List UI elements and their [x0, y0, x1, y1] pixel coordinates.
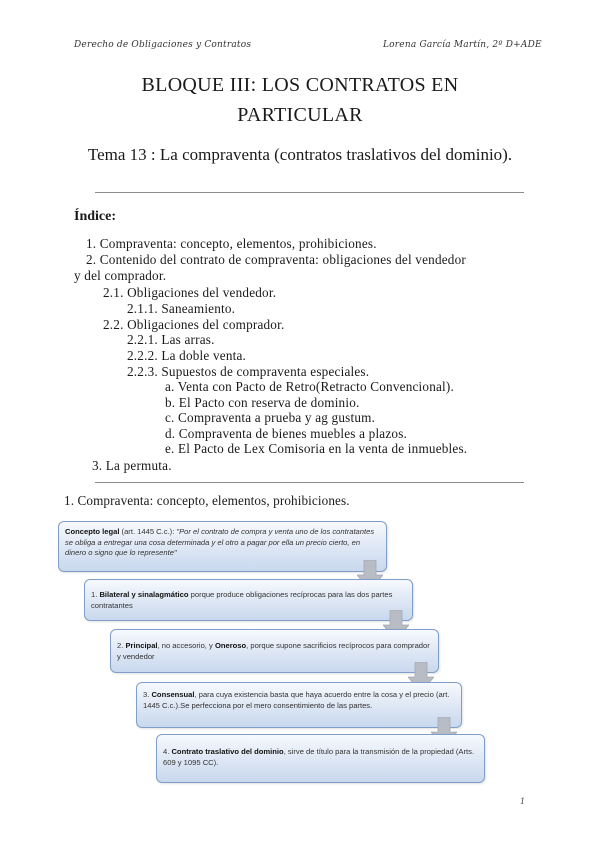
toc-item-b: b. El Pacto con reserva de dominio. — [165, 395, 360, 410]
toc-item-2: 2. Contenido del contrato de compraventa: obligaciones del vendedor — [86, 252, 466, 267]
box4-bold: Consensual — [151, 690, 195, 699]
box4-rest: , para cuya existencia basta que haya acuerdo entre la cosa y el precio (art. 1445 C.c.).Se perfecciona por el mero consentimiento de las partes. — [143, 690, 450, 710]
box3-bold2: Oneroso — [214, 641, 247, 650]
toc-item-d: d. Compraventa de bienes muebles a plazos. — [165, 426, 408, 441]
box3-num: 2. — [117, 641, 126, 650]
toc-item-2-1-1: 2.1.1. Saneamiento. — [127, 301, 236, 316]
box5-bold: Contrato traslativo del dominio — [171, 747, 284, 756]
toc-item-e: e. El Pacto de Lex Comisoria en la venta de inmuebles. — [165, 441, 468, 456]
toc-item-2-2: 2.2. Obligaciones del comprador. — [103, 317, 285, 332]
box2-bold: Bilateral y sinalagmático — [99, 590, 189, 599]
page-title-line-2: PARTICULAR — [237, 104, 363, 126]
box3-mid: , no accesorio, y — [157, 641, 215, 650]
box1-quote: "Por el contrato de compra y venta uno de los contratantes se obliga a entregar una cosa determinada y el otro a pagar por ella un precio cierto, en dinero o signo que lo represente" — [65, 527, 375, 557]
page-number: 1 — [520, 797, 526, 806]
toc-item-2-cont: y del comprador. — [74, 268, 167, 283]
box4-num: 3. — [143, 690, 152, 699]
toc-item-2-2-3: 2.2.3. Supuestos de compraventa especiales. — [127, 364, 370, 379]
section-heading: 1. Compraventa: concepto, elementos, prohibiciones. — [64, 493, 350, 508]
box5-rest: , sirve de título para la transmisión de la propiedad (Arts. 609 y 1095 CC). — [163, 747, 475, 767]
index-heading: Índice: — [74, 209, 116, 224]
divider-top — [95, 192, 524, 193]
divider-bottom — [95, 482, 524, 483]
box3-rest: , porque supone sacrificios recíprocos para comprador y vendedor — [117, 641, 430, 661]
toc-item-2-1: 2.1. Obligaciones del vendedor. — [103, 285, 277, 300]
page-subtitle: Tema 13 : La compraventa (contratos traslativos del dominio). — [87, 145, 513, 164]
diagram-box-concepto-legal — [58, 521, 387, 572]
page-title-line-1: BLOQUE III: LOS CONTRATOS EN — [141, 74, 459, 96]
toc-item-c: c. Compraventa a prueba y ag gustum. — [165, 410, 376, 425]
box1-bold: Concepto legal — [65, 527, 120, 536]
header-right: Lorena García Martín, 2º D+ADE — [383, 40, 542, 50]
box2-num: 1. — [91, 590, 100, 599]
toc-item-2-2-1: 2.2.1. Las arras. — [127, 332, 215, 347]
box5-num: 4. — [163, 747, 172, 756]
toc-item-2-2-2: 2.2.2. La doble venta. — [127, 348, 247, 363]
box2-rest: porque produce obligaciones recíprocas para las dos partes contratantes — [91, 590, 393, 610]
diagram-box-consensual — [136, 682, 462, 728]
toc-item-3: 3. La permuta. — [92, 458, 172, 473]
header-left: Derecho de Obligaciones y Contratos — [74, 40, 252, 50]
box1-ref: (art. 1445 C.c.): — [119, 527, 177, 536]
diagram-box-principal — [110, 629, 439, 673]
toc-item-a: a. Venta con Pacto de Retro(Retracto Convencional). — [165, 379, 454, 394]
diagram-box-traslativo — [156, 734, 485, 783]
diagram-box-bilateral — [84, 579, 413, 621]
box3-bold1: Principal — [125, 641, 158, 650]
toc-item-1: 1. Compraventa: concepto, elementos, prohibiciones. — [86, 236, 377, 251]
